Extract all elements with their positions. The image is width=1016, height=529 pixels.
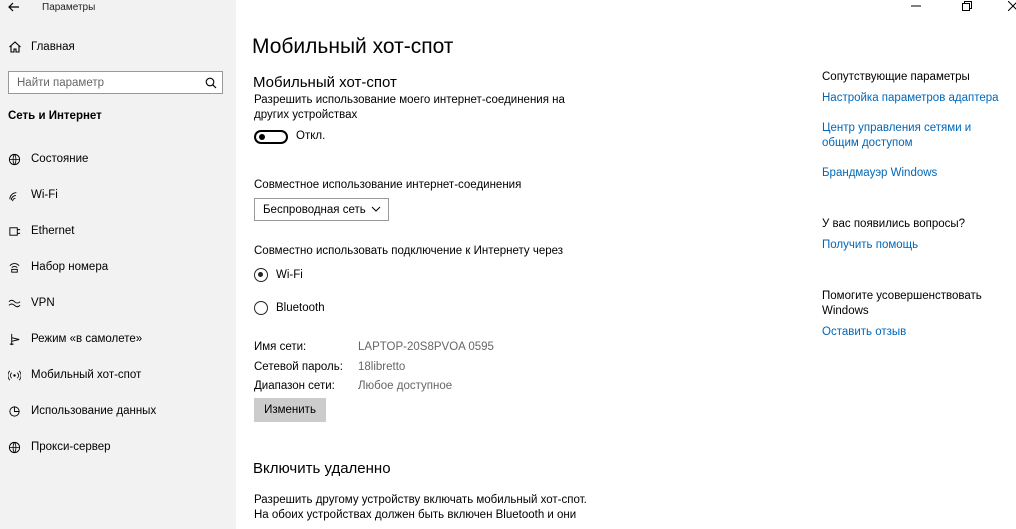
chevron-down-icon bbox=[370, 203, 382, 215]
related-title: Сопутствующие параметры bbox=[822, 71, 970, 83]
network-center-link-line2[interactable]: общим доступом bbox=[822, 137, 913, 149]
minimize-button[interactable] bbox=[893, 0, 939, 12]
close-button[interactable] bbox=[990, 0, 1016, 12]
sidebar bbox=[0, 0, 236, 529]
section-title: Сеть и Интернет bbox=[8, 110, 102, 122]
back-button[interactable] bbox=[0, 0, 28, 14]
toggle-knob bbox=[259, 134, 265, 140]
improve-title-line2: Windows bbox=[822, 305, 869, 317]
firewall-link[interactable]: Брандмауэр Windows bbox=[822, 167, 938, 179]
sidebar-item-label: Wi-Fi bbox=[31, 189, 58, 201]
close-icon bbox=[1008, 1, 1016, 11]
password-value: 18libretto bbox=[358, 361, 406, 373]
wifi-icon bbox=[7, 188, 21, 202]
remote-description-line2: На обоих устройствах должен быть включен Bluetooth и они bbox=[254, 509, 577, 521]
sidebar-item-label: Набор номера bbox=[31, 261, 109, 273]
home-label: Главная bbox=[31, 41, 75, 53]
network-name-value: LAPTOP-20S8PVOA 0595 bbox=[358, 341, 494, 353]
sidebar-item-label: Ethernet bbox=[31, 225, 75, 237]
globe-icon bbox=[7, 440, 21, 454]
home-icon bbox=[8, 40, 22, 54]
share-connection-label: Совместное использование интернет-соединения bbox=[254, 179, 522, 191]
share-connection-select[interactable] bbox=[254, 198, 389, 221]
improve-title-line1: Помогите усовершенствовать bbox=[822, 290, 982, 302]
network-name-label: Имя сети: bbox=[254, 341, 307, 353]
adapter-settings-link[interactable]: Настройка параметров адаптера bbox=[822, 92, 999, 104]
share-description: Разрешить использование моего интернет-соединения на других устройствах bbox=[254, 94, 565, 121]
minimize-icon bbox=[911, 1, 921, 11]
radio-unselected-indicator bbox=[254, 301, 268, 315]
share-over-label: Совместно использовать подключение к Интернету через bbox=[254, 245, 564, 257]
restore-button[interactable] bbox=[944, 0, 990, 12]
radio-selected-indicator bbox=[254, 268, 268, 282]
hotspot-icon bbox=[7, 368, 21, 382]
share-connection-value: Беспроводная сеть bbox=[263, 203, 366, 216]
sidebar-item-label: Прокси-сервер bbox=[31, 441, 111, 453]
nav-list bbox=[0, 141, 236, 465]
sidebar-item-label: Состояние bbox=[31, 153, 89, 165]
network-center-link-line1[interactable]: Центр управления сетями и bbox=[822, 122, 972, 134]
sidebar-item-data-usage[interactable] bbox=[0, 393, 236, 429]
titlebar bbox=[0, 0, 95, 14]
password-label: Сетевой пароль: bbox=[254, 361, 343, 373]
globe-icon bbox=[7, 152, 21, 166]
band-value: Любое доступное bbox=[358, 380, 453, 392]
search-box[interactable] bbox=[8, 71, 223, 94]
page-title: Мобильный хот-спот bbox=[252, 35, 454, 58]
search-icon[interactable] bbox=[200, 77, 222, 89]
edit-button[interactable]: Изменить bbox=[254, 398, 326, 422]
search-input[interactable] bbox=[17, 77, 200, 89]
sidebar-item-label: VPN bbox=[31, 297, 55, 309]
airplane-icon bbox=[7, 332, 21, 346]
sidebar-item-vpn[interactable] bbox=[0, 285, 236, 321]
sidebar-item-airplane[interactable] bbox=[0, 321, 236, 357]
hotspot-heading: Мобильный хот-спот bbox=[253, 74, 397, 91]
home-link[interactable] bbox=[8, 38, 75, 56]
feedback-link[interactable]: Оставить отзыв bbox=[822, 326, 907, 338]
back-arrow-icon bbox=[8, 2, 20, 12]
remote-description-line1: Разрешить другому устройству включать мобильный хот-спот. bbox=[254, 494, 587, 506]
radio-bluetooth[interactable] bbox=[254, 301, 325, 315]
app-title: Параметры bbox=[42, 1, 96, 13]
remote-heading: Включить удаленно bbox=[253, 460, 391, 477]
toggle-state-label: Откл. bbox=[296, 130, 326, 142]
sidebar-item-label: Использование данных bbox=[31, 405, 157, 417]
sidebar-item-wifi[interactable] bbox=[0, 177, 236, 213]
vpn-icon bbox=[7, 296, 21, 310]
band-label: Диапазон сети: bbox=[254, 380, 335, 392]
questions-title: У вас появились вопросы? bbox=[822, 218, 966, 230]
radio-bluetooth-label: Bluetooth bbox=[276, 302, 325, 314]
get-help-link[interactable]: Получить помощь bbox=[822, 239, 919, 251]
main-content bbox=[236, 0, 816, 529]
sidebar-item-hotspot[interactable] bbox=[0, 357, 236, 393]
data-usage-icon bbox=[7, 404, 21, 418]
sidebar-item-dialup[interactable] bbox=[0, 249, 236, 285]
sidebar-item-label: Мобильный хот-спот bbox=[31, 369, 142, 381]
sidebar-item-status[interactable] bbox=[0, 141, 236, 177]
dialup-icon bbox=[7, 260, 21, 274]
restore-icon bbox=[962, 1, 972, 11]
ethernet-icon bbox=[7, 224, 21, 238]
sidebar-item-ethernet[interactable] bbox=[0, 213, 236, 249]
radio-wifi[interactable] bbox=[254, 268, 303, 282]
hotspot-toggle[interactable] bbox=[254, 130, 288, 144]
sidebar-item-label: Режим «в самолете» bbox=[31, 333, 143, 345]
radio-wifi-label: Wi-Fi bbox=[276, 269, 303, 281]
sidebar-item-proxy[interactable] bbox=[0, 429, 236, 465]
